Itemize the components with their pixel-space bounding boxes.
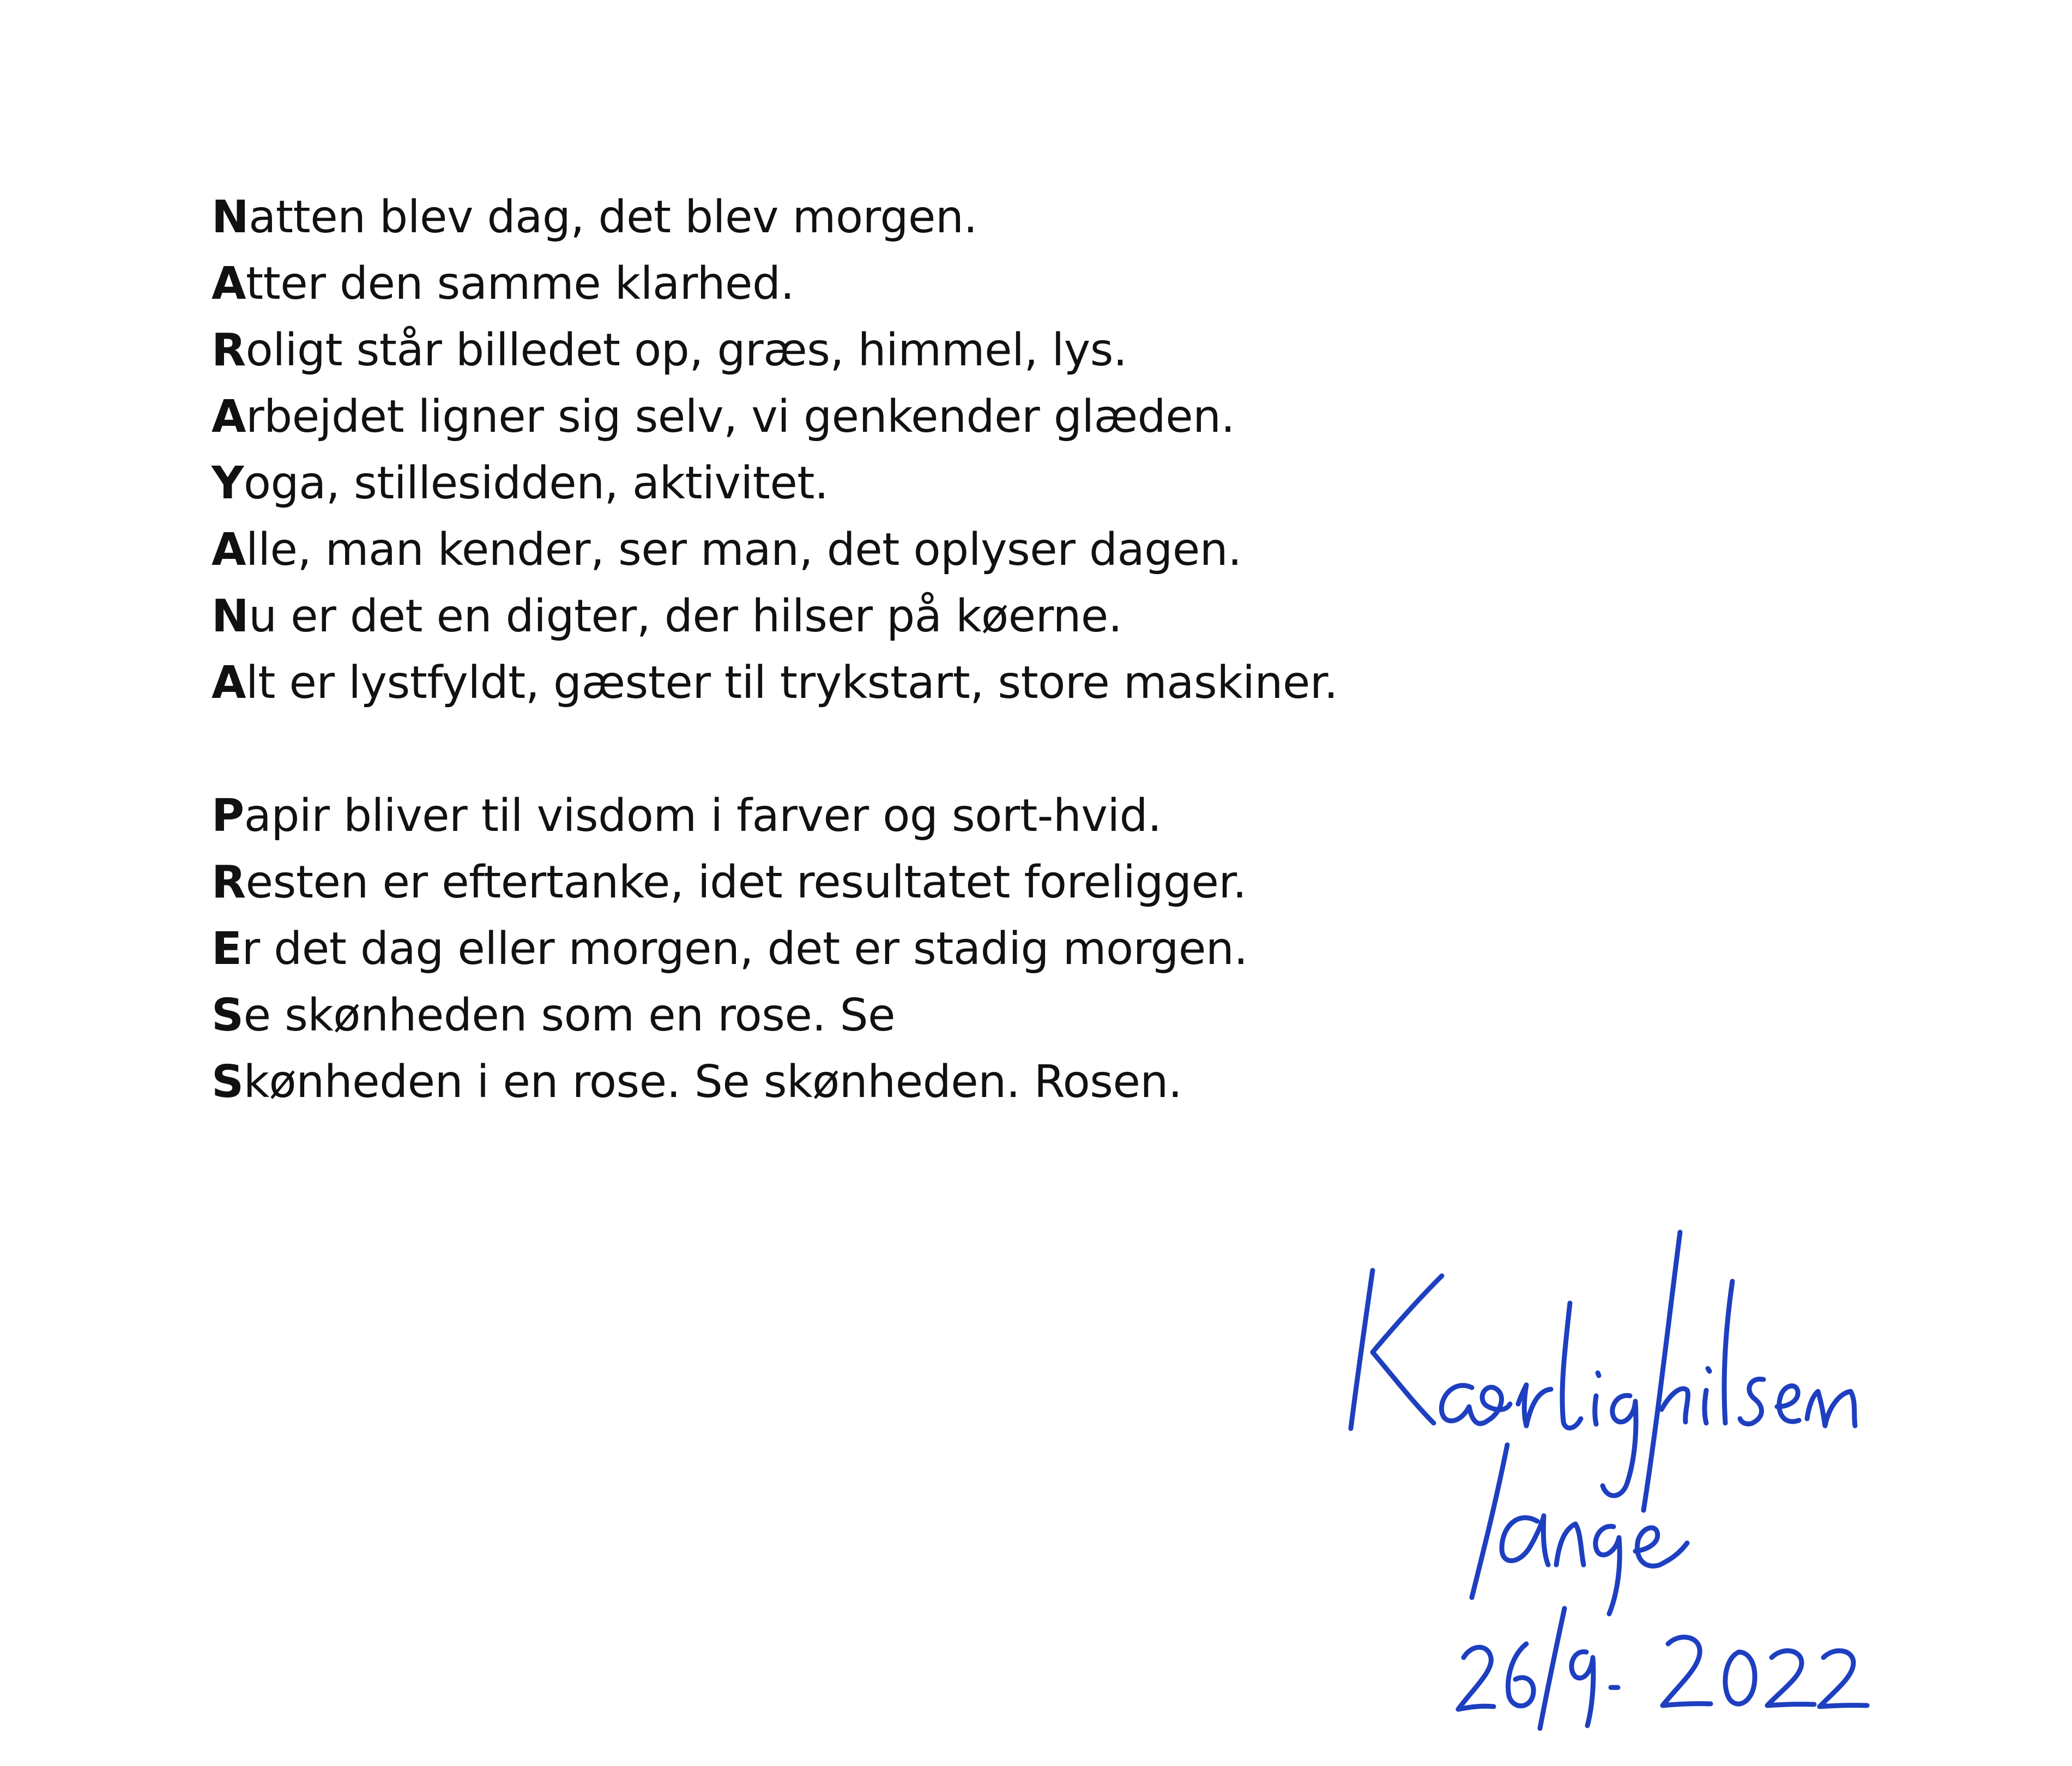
line-text: kønheden i en rose. Se skønheden. Rosen. (243, 1056, 1182, 1108)
line-initial: N (212, 191, 249, 243)
line-text: atten blev dag, det blev morgen. (249, 191, 977, 243)
poem-line (212, 916, 1683, 983)
handwritten-signature (1308, 1216, 1908, 1734)
line-initial: R (212, 857, 246, 908)
line-text: rbejdet ligner sig selv, vi genkender glæden. (245, 391, 1235, 443)
poem-line (212, 650, 1683, 716)
line-text: lle, man kender, ser man, det oplyser dagen. (245, 524, 1242, 576)
poem-line (212, 184, 1683, 251)
acrostic-poem (212, 184, 1683, 1116)
line-initial: R (212, 324, 246, 376)
signature-name (1472, 1445, 1687, 1614)
line-text: tter den samme klarhed. (245, 258, 795, 310)
signature-date (1458, 1608, 1867, 1728)
poem-line (212, 317, 1683, 384)
poem-line (212, 983, 1683, 1049)
line-text: oligt står billedet op, græs, himmel, lys. (245, 324, 1127, 376)
line-initial: Y (212, 457, 244, 509)
line-text: esten er eftertanke, idet resultatet foreligger. (245, 857, 1247, 908)
line-initial: A (212, 657, 246, 709)
line-initial: P (212, 790, 244, 842)
line-initial: A (212, 524, 246, 576)
poem-line (212, 450, 1683, 517)
line-text: lt er lystfyldt, gæster til trykstart, store maskiner. (245, 657, 1338, 709)
line-text: r det dag eller morgen, det er stadig morgen. (241, 923, 1248, 975)
poem-line (212, 783, 1683, 849)
poem-line (212, 251, 1683, 317)
line-text: apir bliver til visdom i farver og sort-hvid. (244, 790, 1162, 842)
poem-line (212, 1049, 1683, 1116)
line-initial: A (212, 391, 246, 443)
line-initial: N (212, 590, 249, 642)
poem-line (212, 517, 1683, 583)
line-text: e skønheden som en rose. Se (243, 990, 896, 1041)
line-text: oga, stillesidden, aktivitet. (243, 457, 829, 509)
poem-line (212, 849, 1683, 916)
stanza-2 (212, 783, 1683, 1116)
poem-line (212, 583, 1683, 650)
poem-line (212, 384, 1683, 450)
signature-drawing (1308, 1216, 1908, 1734)
line-text: u er det en digter, der hilser på køerne. (249, 590, 1122, 642)
line-initial: E (212, 923, 242, 975)
line-initial: A (212, 258, 246, 310)
stanza-1 (212, 184, 1683, 716)
line-initial: S (212, 1056, 244, 1108)
line-initial: S (212, 990, 244, 1041)
signature-greeting (1351, 1232, 1855, 1510)
